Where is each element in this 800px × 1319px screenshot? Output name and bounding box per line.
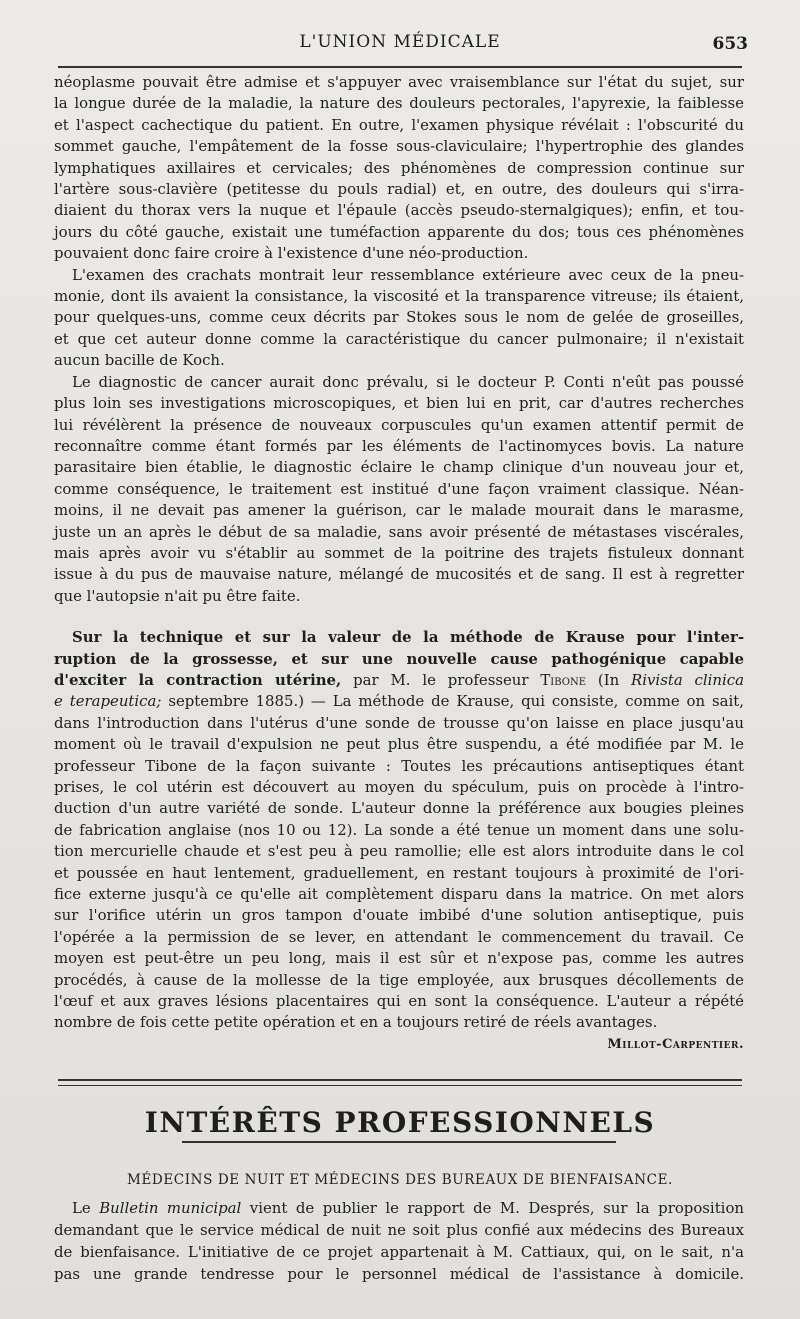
- text-line: [54, 1197, 744, 1219]
- text-line: professeur Tibone de la façon suivante : Toutes les précautions antiseptiques étant: [54, 756, 744, 775]
- text-line: l'œuf et aux graves lésions placentaires qui en sont la conséquence. L'auteur a répété: [54, 992, 744, 1011]
- page-number: 653: [712, 34, 748, 54]
- bulletin-title: Bulletin municipal: [99, 1199, 242, 1217]
- byline: par M. le professeur: [341, 670, 541, 689]
- text-line: L'examen des crachats montrait leur ressemblance extérieure avec ceux de la pneu-: [72, 265, 744, 284]
- text-line: néoplasme pouvait être admise et s'appuyer avec vraisemblance sur l'état du sujet, sur: [54, 73, 744, 91]
- author-name: Tibone: [540, 670, 587, 689]
- text-line: pouvaient donc faire croire à l'existence d'une néo-production.: [54, 244, 529, 263]
- text-line: parasitaire bien établie, le diagnostic éclaire le champ clinique d'un nouveau jour et,: [54, 458, 744, 477]
- source-date: septembre 1885.) — La méthode de Krause, qui consiste, comme on sait,: [161, 692, 744, 711]
- text-line: plus loin ses investigations microscopiques, et bien lui en prit, car d'autres recherches: [54, 394, 744, 413]
- text-line: l'opérée a la permission de se lever, en attendant le commencement du travail. Ce: [54, 927, 744, 946]
- text-line: la longue durée de la maladie, la nature des douleurs pectorales, l'apyrexie, la faiblesse: [54, 94, 744, 113]
- text-line: aucun bacille de Koch.: [54, 351, 225, 370]
- text-line: moyen est peut-être un peu long, mais il est sûr et n'expose pas, comme les autres: [54, 949, 744, 968]
- text-line: demandant que le service médical de nuit ne soit plus confié aux médecins des Bureaux: [54, 1221, 744, 1239]
- text-line: mais après avoir vu s'établir au sommet de la poitrine des trajets fistuleux donnant: [54, 543, 744, 562]
- text-line: pas une grande tendresse pour le personnel médical de l'assistance à domicile.: [54, 1265, 744, 1283]
- text-line: comme conséquence, le traitement est institué d'une façon vraiment classique. Néan-: [54, 479, 744, 498]
- text-line: reconnaître comme étant formés par les éléments de l'actinomyces bovis. La nature: [54, 436, 744, 455]
- source-open: (In: [586, 670, 632, 689]
- text-line: nombre de fois cette petite opération et en a toujours retiré de réels avantages.: [54, 1013, 658, 1032]
- text-line: tion mercurielle chaude et s'est peu à peu ramollie; elle est alors introduite dans le col: [54, 842, 744, 861]
- journal-title: Rivista clinica: [631, 670, 744, 689]
- text-line: et l'aspect cachectique du patient. En outre, l'examen physique révélait : l'obscurité du: [54, 115, 744, 134]
- text-line: diaient du thorax vers la nuque et l'épaule (accès pseudo-sternalgiques); enfin, et tou-: [54, 201, 744, 220]
- text-line: et poussée en haut lentement, graduellement, en restant toujours à proximité de l'ori-: [54, 863, 744, 882]
- text-line: sommet gauche, l'empâtement de la fosse sous-claviculaire; l'hypertrophie des glandes: [54, 137, 744, 156]
- paragraph-gap: [54, 607, 744, 627]
- article-heading: d'exciter la contraction utérine,: [54, 670, 342, 689]
- text-line: lui révélèrent la présence de nouveaux corpuscules qu'un examen attentif permit de: [54, 415, 744, 434]
- text-line: lymphatiques axillaires et cervicales; des phénomènes de compression continue sur: [54, 158, 744, 177]
- text-line: prises, le col utérin est découvert au moyen du spéculum, puis on procède à l'intro-: [54, 778, 744, 796]
- text-line: [54, 691, 744, 712]
- header-rule: [58, 66, 742, 68]
- text-line: issue à du pus de mauvaise nature, mélangé de mucosités et de sang. Il est à regretter: [54, 565, 744, 584]
- text-line: de bienfaisance. L'initiative de ce projet appartenait à M. Cattiaux, qui, on le sait, n'a: [54, 1243, 744, 1261]
- text-line: et que cet auteur donne comme la caractéristique du cancer pulmonaire; il n'existait: [54, 329, 744, 348]
- signature: Millot-Carpentier.: [607, 1036, 744, 1052]
- running-head: [52, 30, 748, 58]
- text-line: jours du côté gauche, existait une tuméfaction apparente du dos; tous ces phénomènes: [54, 222, 744, 241]
- text-line: [54, 670, 744, 691]
- text-line: moment où le travail d'expulsion ne peut plus être suspendu, a été modifiée par M. le: [54, 735, 744, 754]
- separator-rule: [58, 1085, 742, 1086]
- separator-rule: [58, 1079, 742, 1081]
- section-title: INTÉRÊTS PROFESSIONNELS: [144, 1106, 656, 1139]
- section-subheading: MÉDECINS DE NUIT ET MÉDECINS DES BUREAUX DE BIENFAISANCE.: [127, 1172, 673, 1188]
- intro-word: Le: [72, 1199, 100, 1217]
- section-text: [54, 1197, 744, 1285]
- body-text: [54, 72, 744, 1055]
- article-heading: Sur la technique et sur la valeur de la méthode de Krause pour l'inter-: [72, 628, 744, 647]
- section-title-rule: [182, 1141, 616, 1143]
- text-line: moins, il ne devait pas amener la guérison, car le malade mourait dans le marasme,: [54, 501, 744, 520]
- text-line: Le diagnostic de cancer aurait donc prévalu, si le docteur P. Conti n'eût pas poussé: [72, 372, 744, 391]
- text-line: juste un an après le début de sa maladie, sans avoir présenté de métastases viscérales,: [54, 522, 744, 541]
- text-line: de fabrication anglaise (nos 10 ou 12). La sonde a été tenue un moment dans une solu-: [54, 820, 744, 839]
- text-line: pour quelques-uns, comme ceux décrits par Stokes sous le nom de gelée de groseilles,: [54, 308, 744, 327]
- text-line: dans l'introduction dans l'utérus d'une sonde de trousse qu'on laisse en place jusqu'au: [54, 713, 744, 732]
- text-line: procédés, à cause de la mollesse de la tige employée, aux brusques décollements de: [54, 970, 744, 989]
- text-line: que l'autopsie n'ait pu être faite.: [54, 586, 301, 605]
- text-line: fice externe jusqu'à ce qu'elle ait complètement disparu dans la matrice. On met alors: [54, 885, 744, 904]
- text-line: sur l'orifice utérin un gros tampon d'ouate imbibé d'une solution antiseptique, puis: [54, 906, 744, 925]
- section-separator: [58, 1079, 742, 1086]
- text-line: duction d'un autre variété de sonde. L'auteur donne la préférence aux bougies pleines: [54, 799, 744, 818]
- article-heading: ruption de la grossesse, et sur une nouvelle cause pathogénique capable: [54, 649, 744, 668]
- running-title: L'UNION MÉDICALE: [299, 32, 501, 52]
- intro-rest: vient de publier le rapport de M. Després, sur la proposition: [241, 1199, 744, 1217]
- text-line: monie, dont ils avaient la consistance, la viscosité et la transparence vitreuse; ils étaient,: [54, 287, 744, 306]
- journal-title: e terapeutica;: [54, 692, 162, 711]
- text-line: l'artère sous-clavière (petitesse du pouls radial) et, en outre, des douleurs qui s'irra-: [54, 180, 744, 199]
